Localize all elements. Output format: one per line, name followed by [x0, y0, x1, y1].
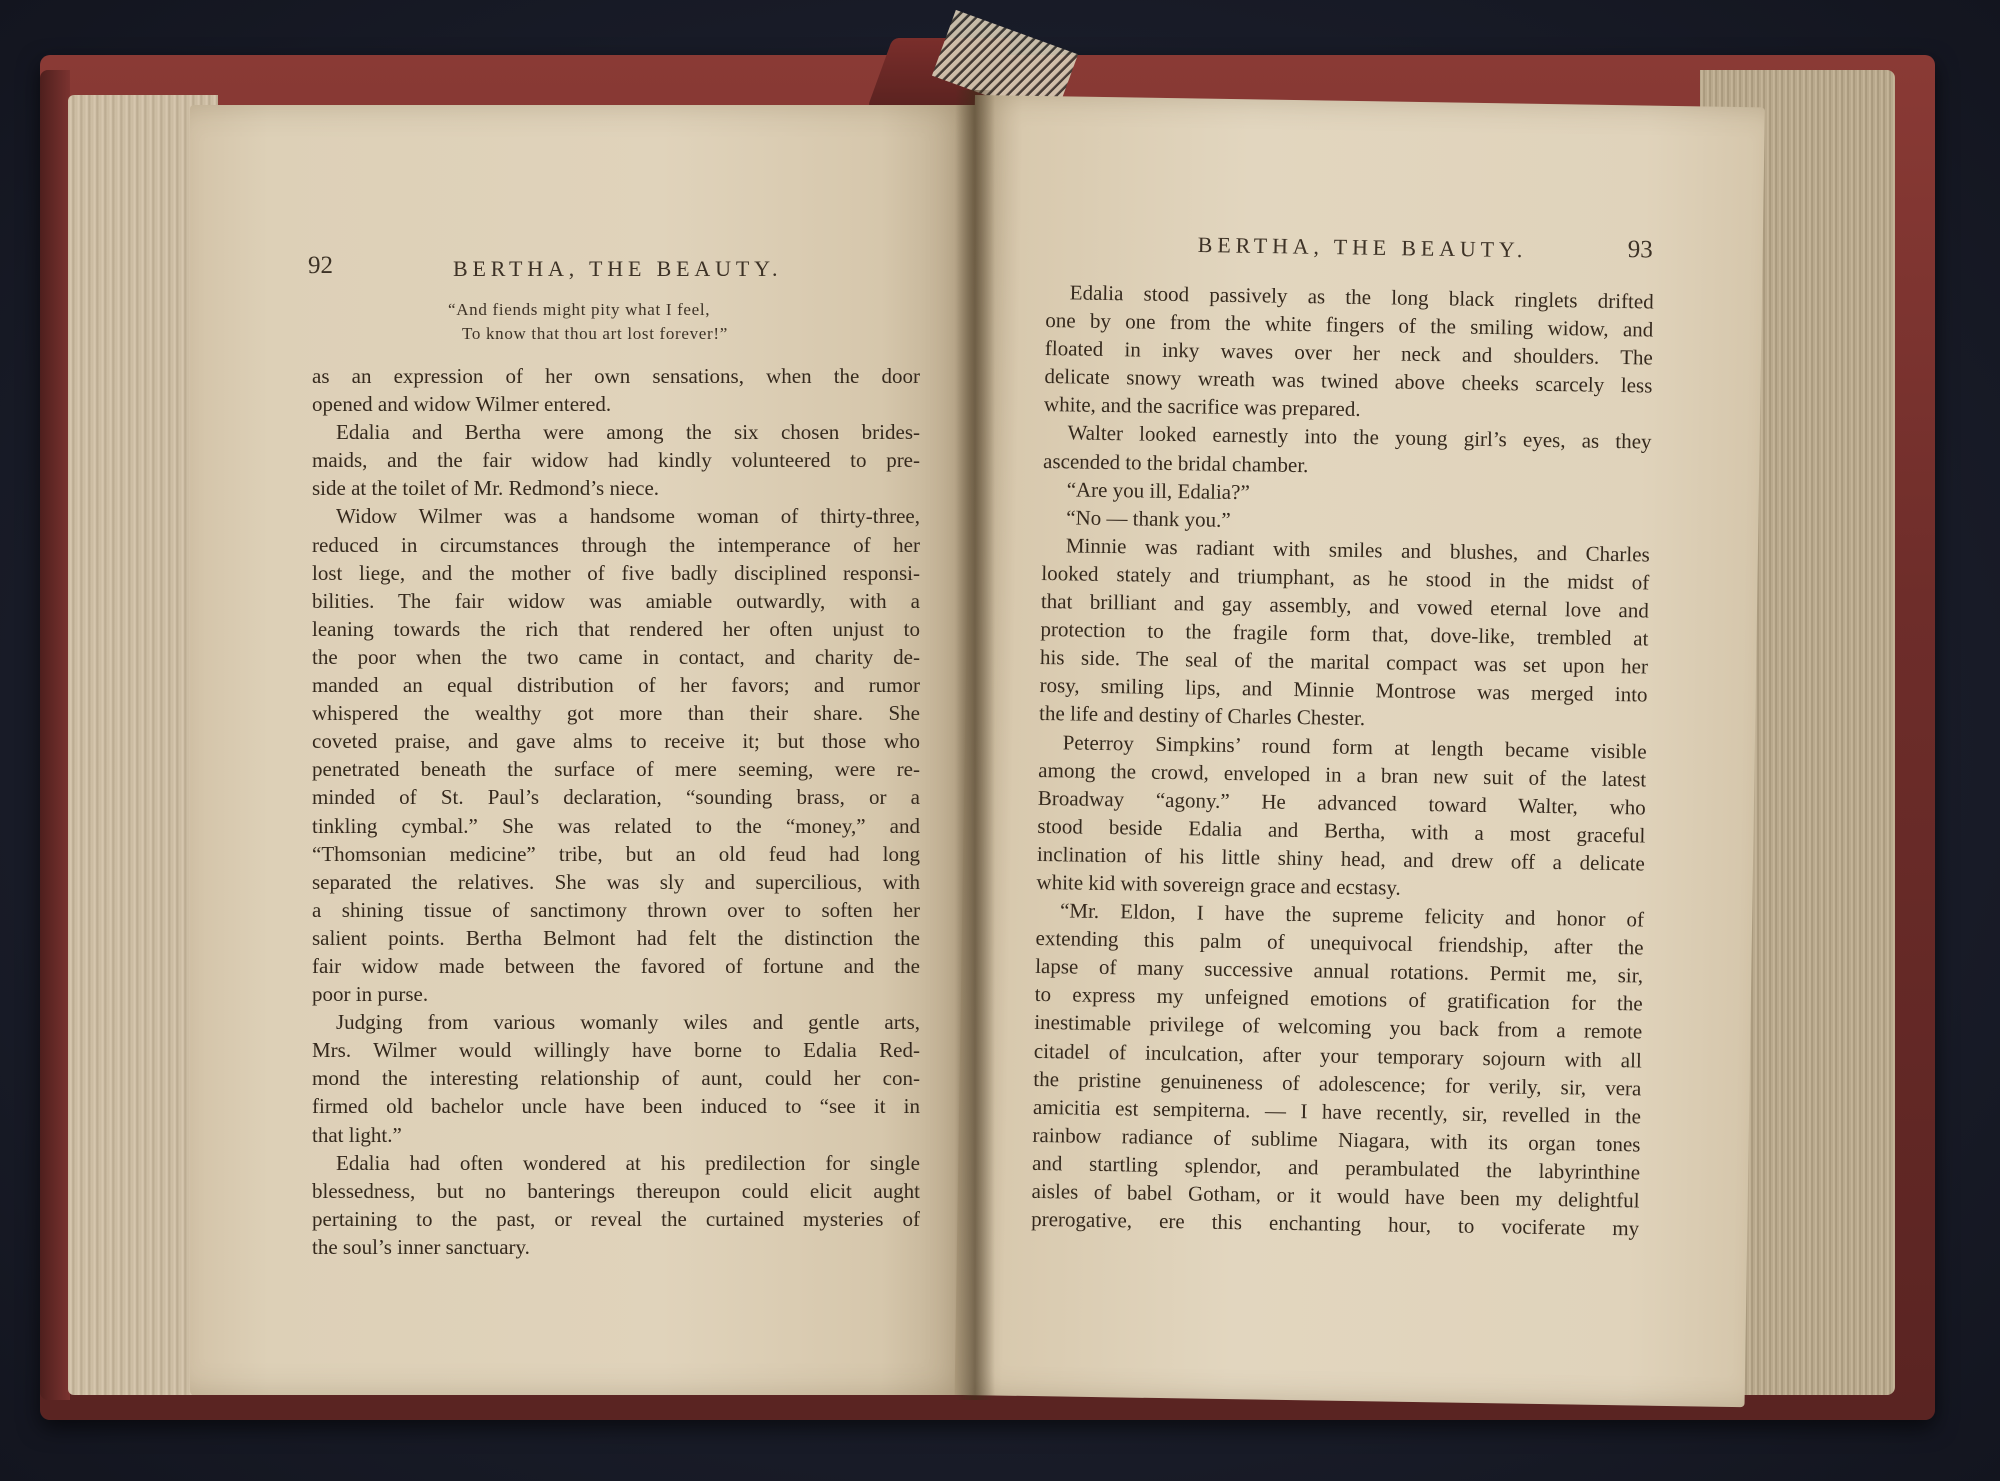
text-line: lost liege, and the mother of five badly disciplined responsi- — [312, 560, 920, 585]
text-line: leaning towards the rich that rendered her often unjust to — [312, 616, 920, 641]
text-line: manded an equal distribution of her favors; and rumor — [312, 673, 920, 698]
text-line: delicate snowy wreath was twined above cheeks scarcely less — [1044, 364, 1653, 398]
text-line: one by one from the white fingers of the smiling widow, and — [1045, 308, 1654, 342]
epigraph-line: To know that thou art lost forever!” — [462, 324, 728, 343]
text-line: as an expression of her own sensations, when the door — [312, 364, 920, 388]
text-line: the poor when the two came in contact, and charity de- — [312, 644, 920, 669]
text-line: extending this palm of unequivocal friendship, after the — [1035, 926, 1644, 960]
right-page-number: 93 — [1627, 236, 1653, 264]
left-page-body — [312, 362, 920, 1261]
text-line: blessedness, but no banterings thereupon could elicit aught — [312, 1178, 920, 1203]
epigraph-line: “And fiends might pity what I feel, — [448, 300, 711, 319]
text-line: Widow Wilmer was a handsome woman of thirty-three, — [336, 504, 920, 529]
left-page-number: 92 — [308, 252, 333, 279]
text-line: minded of St. Paul’s declaration, “sounding brass, or a — [312, 785, 920, 810]
text-line: among the crowd, enveloped in a bran new suit of the latest — [1038, 757, 1647, 792]
text-line: the life and destiny of Charles Chester. — [1038, 701, 1366, 731]
text-line: “No — thank you.” — [1066, 505, 1231, 532]
text-line: stood beside Edalia and Bertha, with a most graceful — [1037, 813, 1646, 848]
text-line: “Mr. Eldon, I have the supreme felicity and honor of — [1059, 898, 1645, 932]
right-running-head: BERTHA, THE BEAUTY. — [1197, 232, 1528, 263]
text-line: opened and widow Wilmer entered. — [312, 392, 612, 417]
text-line: Broadway “agony.” He advanced toward Walter, who — [1037, 785, 1646, 820]
text-line: Mrs. Wilmer would willingly have borne to Edalia Red- — [312, 1038, 920, 1063]
text-line: citadel of inculcation, after your temporary sojourn with all — [1033, 1038, 1642, 1072]
text-line: salient points. Bertha Belmont had felt the distinction the — [312, 925, 920, 950]
text-line: Edalia had often wondered at his predilection for single — [336, 1150, 920, 1175]
text-line: and startling splendor, and perambulated the labyrinthine — [1031, 1150, 1641, 1185]
text-line: mond the interesting relationship of aunt, could her con- — [312, 1066, 920, 1091]
text-line: Edalia and Bertha were among the six chosen brides- — [336, 420, 920, 445]
text-line: side at the toilet of Mr. Redmond’s niece. — [312, 476, 660, 501]
text-line: the pristine genuineness of adolescence; for verily, sir, vera — [1033, 1066, 1642, 1101]
text-line: rosy, smiling lips, and Minnie Montrose was merged into — [1039, 673, 1648, 707]
text-line: ascended to the bridal chamber. — [1042, 448, 1309, 477]
text-line: Edalia stood passively as the long black ringlets drifted — [1069, 280, 1654, 314]
text-line: fair widow made between the favored of fortune and the — [312, 953, 920, 978]
text-line: aisles of babel Gotham, or it would have been my delightful — [1031, 1178, 1640, 1213]
text-line: a shining tissue of sanctimony thrown over to soften her — [312, 897, 920, 922]
text-line: white kid with sovereign grace and ecstasy. — [1036, 869, 1401, 900]
book-gutter — [955, 90, 995, 1400]
text-line: prerogative, ere this enchanting hour, to vociferate my — [1031, 1206, 1640, 1241]
text-line: whispered the wealthy got more than their share. She — [312, 701, 920, 726]
text-line: penetrated beneath the surface of mere seeming, were re- — [312, 757, 920, 782]
text-line: tinkling cymbal.” She was related to the “money,” and — [312, 813, 920, 838]
text-line: inclination of his little shiny head, and drew off a delicate — [1036, 841, 1646, 876]
text-line: Minnie was radiant with smiles and blushes, and Charles — [1065, 533, 1650, 567]
text-line: Walter looked earnestly into the young girl’s eyes, as they — [1067, 420, 1652, 454]
text-line: pertaining to the past, or reveal the curtained mysteries of — [312, 1206, 920, 1231]
text-line: that brilliant and gay assembly, and vowed eternal love and — [1040, 588, 1650, 623]
text-line: his side. The seal of the marital compact was set upon her — [1039, 645, 1649, 679]
text-line: white, and the sacrifice was prepared. — [1043, 392, 1361, 422]
text-line: lapse of many successive annual rotations. Permit me, sir, — [1035, 954, 1644, 988]
text-line: bilities. The fair widow was amiable outwardly, with a — [312, 588, 920, 613]
text-line: to express my unfeigned emotions of gratification for the — [1034, 982, 1643, 1016]
text-line: separated the relatives. She was sly and supercilious, with — [312, 869, 920, 894]
text-line: that light.” — [312, 1122, 402, 1147]
text-line: Judging from various womanly wiles and gentle arts, — [336, 1010, 920, 1035]
text-line: rainbow radiance of sublime Niagara, with its organ tones — [1032, 1122, 1641, 1157]
text-line: reduced in circumstances through the intemperance of her — [312, 532, 920, 557]
text-line: poor in purse. — [312, 982, 429, 1007]
text-line: amicitia est sempiterna. — I have recently, sir, revelled in the — [1032, 1094, 1642, 1129]
text-line: inestimable privilege of welcoming you back from a remote — [1034, 1010, 1643, 1044]
text-line: firmed old bachelor uncle have been induced to “see it in — [312, 1094, 920, 1119]
text-line: the soul’s inner sanctuary. — [312, 1234, 530, 1259]
text-line: protection to the fragile form that, dove-like, trembled at — [1040, 617, 1649, 651]
text-line: “Are you ill, Edalia?” — [1066, 477, 1250, 504]
right-page-body — [1031, 278, 1654, 1243]
text-line: Peterroy Simpkins’ round form at length became visible — [1062, 729, 1647, 763]
text-line: maids, and the fair widow had kindly volunteered to pre- — [312, 448, 920, 473]
left-running-head: BERTHA, THE BEAUTY. — [453, 256, 783, 281]
epigraph — [448, 298, 728, 346]
text-line: coveted praise, and gave alms to receive it; but those who — [312, 729, 920, 754]
text-line: looked stately and triumphant, as he stood in the midst of — [1041, 560, 1650, 595]
cover-edge — [40, 70, 70, 1400]
text-line: “Thomsonian medicine” tribe, but an old feud had long — [312, 841, 920, 866]
text-line: floated in inky waves over her neck and shoulders. The — [1044, 336, 1654, 370]
